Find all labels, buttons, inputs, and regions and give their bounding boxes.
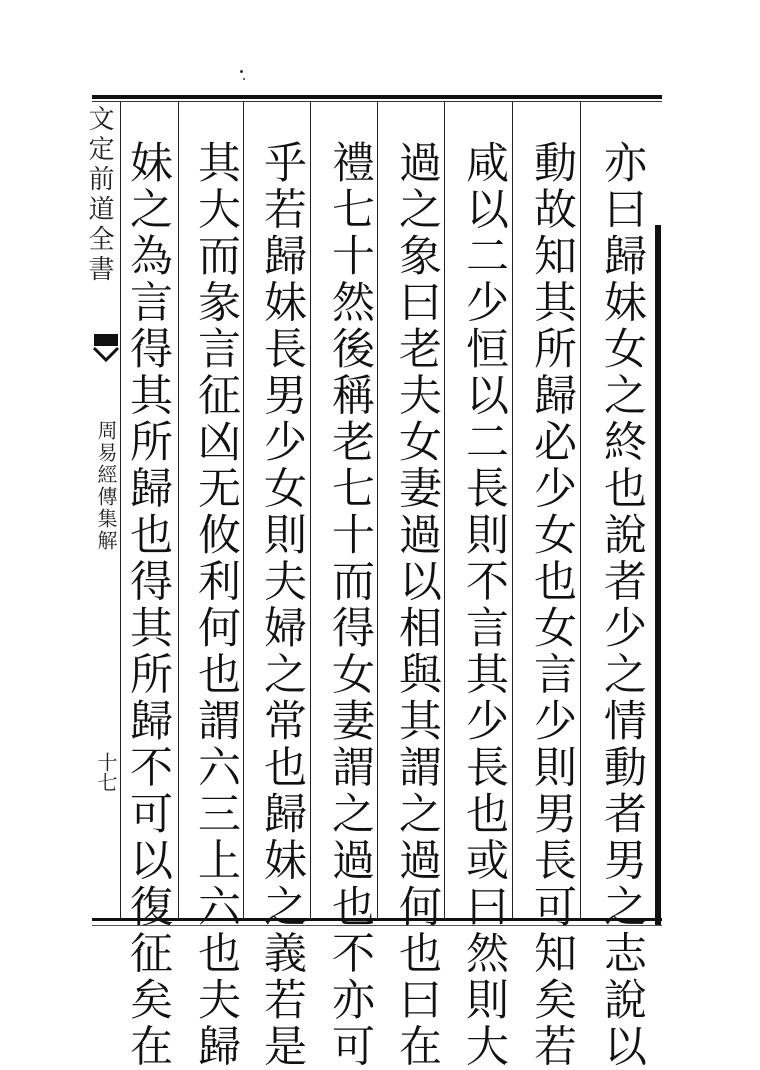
ink-speck xyxy=(243,78,245,80)
ink-speck xyxy=(240,70,243,73)
text-column-3: 咸以二少恒以二長則不言其少長也或曰然則大 xyxy=(459,140,509,1070)
margin-page-number: 十七 xyxy=(94,752,118,792)
text-column-4: 過之象曰老夫女妻過以相與其謂之過何也曰在 xyxy=(392,140,442,1070)
right-border-rule xyxy=(655,225,661,925)
text-column-1: 亦曰歸妹女之終也說者少之情動者男之志說以 xyxy=(597,140,647,1070)
text-column-2: 動故知其所歸必少女也女言少則男長可知矣若 xyxy=(527,140,577,1070)
margin-series-title: 文定前道全書 xyxy=(84,105,114,285)
text-column-7: 其大而彖言征凶无攸利何也謂六三上六也夫歸 xyxy=(191,140,241,1070)
text-column-5: 禮七十然後稱老七十而得女妻謂之過也不亦可 xyxy=(325,140,375,1070)
column-divider xyxy=(178,102,179,918)
top-border-rule xyxy=(92,95,662,99)
text-column-6: 乎若歸妹長男少女則夫婦之常也歸妹之義若是 xyxy=(257,140,307,1070)
margin-book-title: 周易經傳集解 xyxy=(94,420,118,552)
fishtail-mark-icon xyxy=(92,330,120,370)
text-column-8: 妹之為言得其所歸也得其所歸不可以復征矣在 xyxy=(123,140,173,1070)
